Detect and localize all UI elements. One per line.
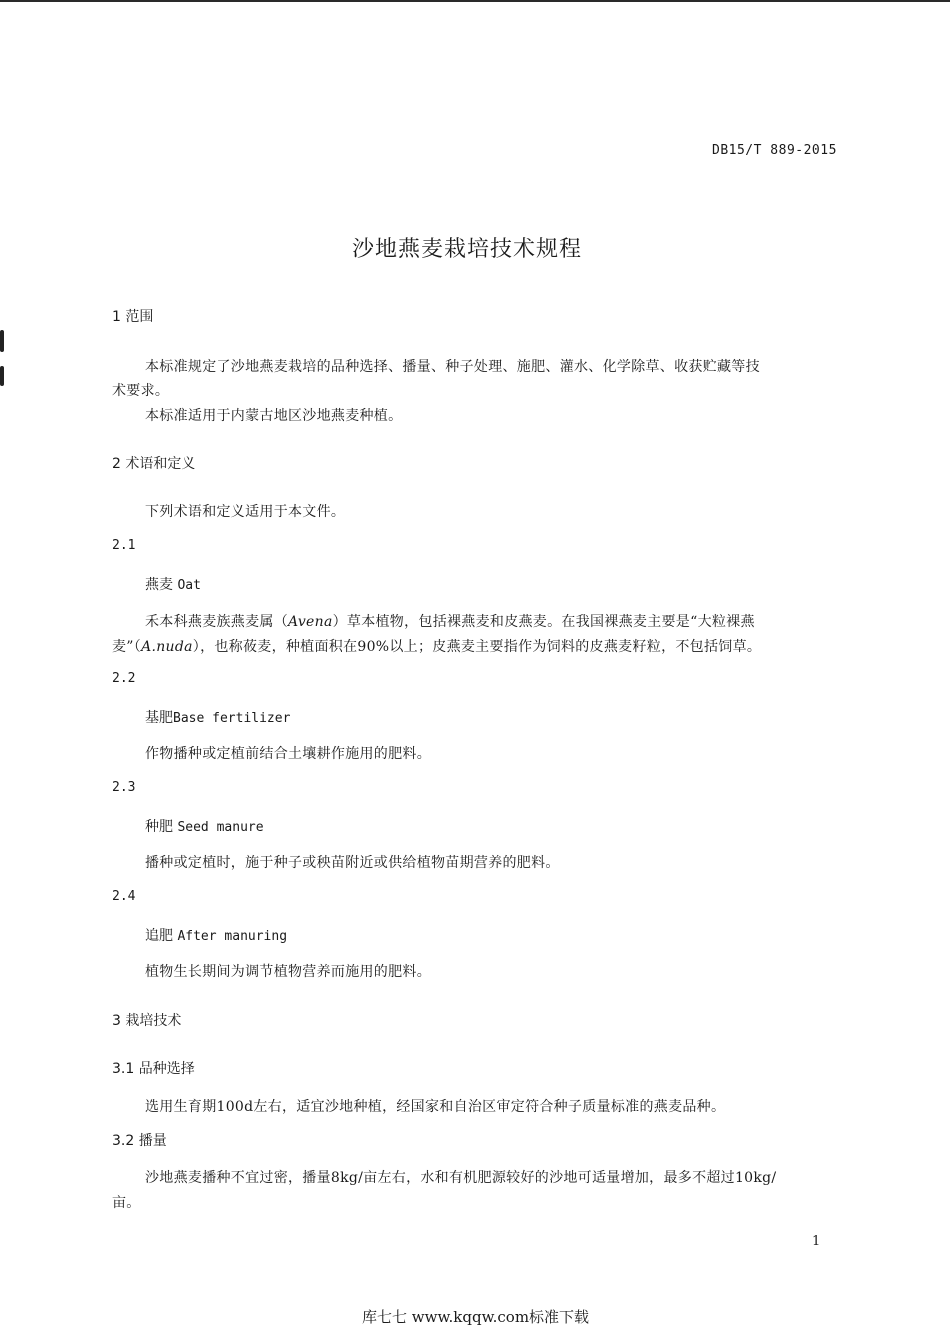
paragraph: 本标准适用于内蒙古地区沙地燕麦种植。: [145, 408, 403, 424]
paragraph: 沙地燕麦播种不宜过密，播量8kg/亩左右，水和有机肥源较好的沙地可适量增加，最多不超过10kg/: [145, 1170, 777, 1186]
paragraph: 本标准规定了沙地燕麦栽培的品种选择、播量、种子处理、施肥、灌水、化学除草、收获贮藏等技: [145, 359, 760, 375]
term-cn: 燕麦: [145, 577, 173, 593]
term-cn: 基肥: [145, 710, 173, 726]
term-en: Base fertilizer: [173, 711, 291, 726]
paragraph: 术要求。: [112, 383, 170, 399]
genus-name: Avena: [288, 614, 333, 630]
footer-watermark: 库七七 www.kqqw.com标准下载: [362, 1308, 590, 1326]
definition-text: ）草本植物，包括裸燕麦和皮燕麦。在我国裸燕麦主要是“大粒裸燕: [332, 614, 755, 630]
definition-line: [145, 611, 755, 631]
definition-text: 禾本科燕麦族燕麦属（: [145, 614, 288, 630]
clause-number: 2.2: [112, 671, 136, 686]
page-number: 1: [812, 1234, 821, 1249]
subsection-heading-seeding-rate: 3.2 播量: [112, 1133, 167, 1149]
term-cn: 种肥: [145, 819, 173, 835]
document-title: 沙地燕麦栽培技术规程: [352, 237, 583, 262]
paragraph: 下列术语和定义适用于本文件。: [145, 504, 346, 520]
definition-text: 播种或定植时，施于种子或秧苗附近或供给植物苗期营养的肥料。: [145, 855, 560, 871]
clause-number: 2.4: [112, 889, 136, 904]
definition-line: [112, 636, 761, 656]
paragraph: 亩。: [112, 1195, 141, 1211]
term-en: After manuring: [177, 929, 288, 944]
term-cn: 追肥: [145, 928, 173, 944]
section-heading-terms: 2 术语和定义: [112, 456, 196, 472]
standard-number: DB15/T 889-2015: [712, 143, 837, 158]
term-base-fertilizer: [145, 707, 290, 727]
subsection-heading-variety: 3.1 品种选择: [112, 1061, 195, 1077]
binding-mark: [0, 366, 4, 386]
term-after-manuring: [145, 925, 287, 945]
term-seed-manure: [145, 816, 264, 836]
definition-text: ），也称莜麦，种植面积在90%以上；皮燕麦主要指作为饲料的皮燕麦籽粒，不包括饲草。: [192, 639, 762, 655]
clause-number: 2.3: [112, 780, 136, 795]
species-name: A.nuda: [141, 639, 193, 655]
top-border-line: [0, 0, 950, 2]
paragraph: 选用生育期100d左右，适宜沙地种植，经国家和自治区审定符合种子质量标准的燕麦品种。: [145, 1099, 726, 1115]
definition-text: 作物播种或定植前结合土壤耕作施用的肥料。: [145, 746, 431, 762]
term-oat: [145, 574, 201, 594]
definition-text: 植物生长期间为调节植物营养而施用的肥料。: [145, 964, 431, 980]
section-heading-scope: 1 范围: [112, 309, 154, 325]
binding-mark: [0, 330, 4, 352]
term-en: Seed manure: [177, 820, 264, 835]
section-heading-cultivation: 3 栽培技术: [112, 1013, 182, 1029]
term-en: Oat: [177, 578, 201, 593]
definition-text: 麦”（: [112, 639, 142, 655]
clause-number: 2.1: [112, 538, 136, 553]
